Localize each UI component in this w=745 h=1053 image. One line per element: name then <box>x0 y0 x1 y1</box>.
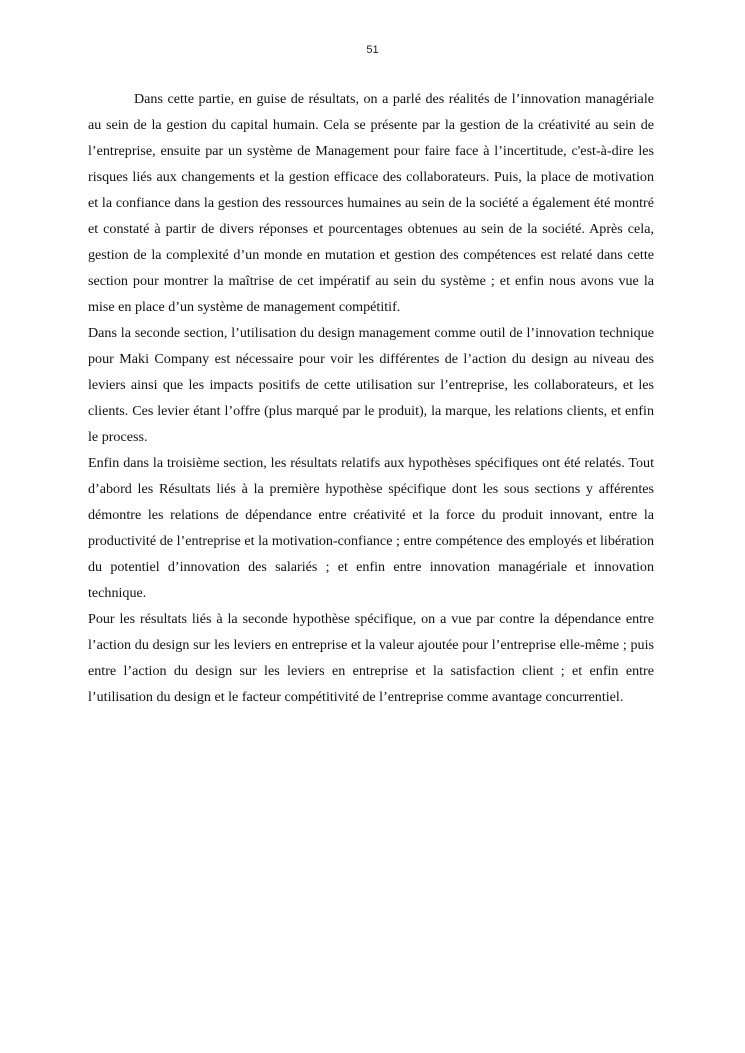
paragraph-second-section: Dans la seconde section, l’utilisation du design management comme outil de l’innovation technique pour Maki Company est nécessaire pour voir les différentes de l’action du design au niveau des leviers ainsi que les impacts positifs de cette utilisation sur l’entreprise, les collaborateurs, et les clients. Ces levier étant l’offre (plus marqué par le produit), la marque, les relations clients, et enfin le process. <box>88 325 654 445</box>
page-number: 51 <box>366 44 379 56</box>
paragraph-second-hypothesis: Pour les résultats liés à la seconde hypothèse spécifique, on a vue par contre la dépendance entre l’action du design sur les leviers en entreprise et la valeur ajoutée pour l’entreprise elle-même ; puis entre l’action du design sur les leviers en entreprise et la satisfaction client ; et enfin entre l’utilisation du design et le facteur compétitivité de l’entreprise comme avantage concurrentiel. <box>88 611 654 705</box>
paragraph-intro: Dans cette partie, en guise de résultats, on a parlé des réalités de l’innovation managériale au sein de la gestion du capital humain. Cela se présente par la gestion de la créativité au sein de l’entreprise, ensuite par un système de Management pour faire face à l’incertitude, c'est-à-dire les risques liés aux changements et la gestion efficace des collaborateurs. Puis, la place de motivation et la confiance dans la gestion des ressources humaines au sein de la société a également été montré et constaté à partir de divers réponses et pourcentages obtenues au sein de la société. Après cela, gestion de la complexité d’un monde en mutation et gestion des compétences est relaté dans cette section pour montrer la maîtrise de cet impératif au sein du système ; et enfin nous avons vue la mise en place d’un système de management compétitif. <box>88 91 654 315</box>
body-text <box>88 86 654 710</box>
paragraph-third-section: Enfin dans la troisième section, les résultats relatifs aux hypothèses spécifiques ont été relatés. Tout d’abord les Résultats liés à la première hypothèse spécifique dont les sous sections y afférentes démontre les relations de dépendance entre créativité et la force du produit innovant, entre la productivité de l’entreprise et la motivation-confiance ; entre compétence des employés et libération du potentiel d’innovation des salariés ; et enfin entre innovation managériale et innovation technique. <box>88 455 654 601</box>
